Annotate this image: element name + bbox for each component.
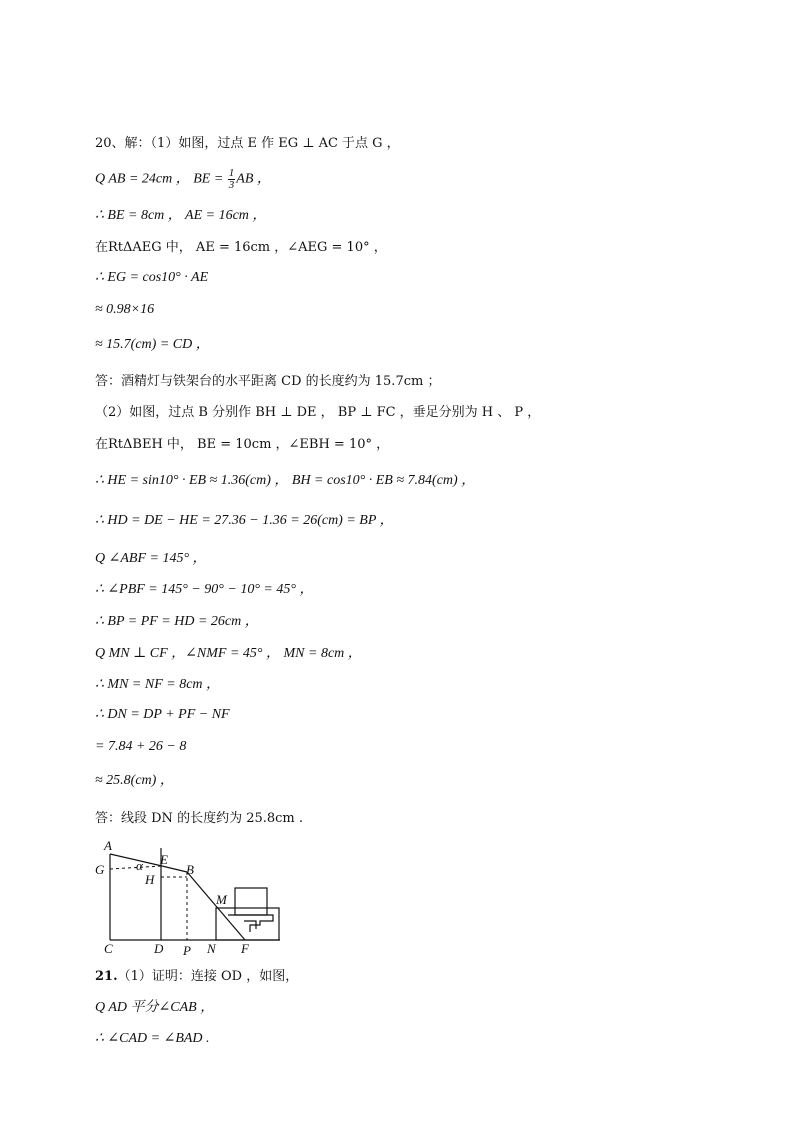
sol20-eg-result: ≈ 15.7(cm) = CD ， [95, 337, 210, 352]
sol20-triangle-beh: 在RtΔBEH 中， BE = 10cm ，∠EBH = 10° ， [95, 437, 390, 452]
sol20-given-part2: AB ， [236, 171, 271, 187]
label-f: F [241, 941, 249, 956]
sol20-step-be-ae: ∴ BE = 8cm ， AE = 16cm ， [95, 208, 267, 223]
lamp-base-box [216, 908, 279, 940]
fraction-numerator: 1 [228, 167, 235, 179]
sol20-eg-formula: ∴ EG = cos10° · AE [95, 270, 209, 285]
sol20-triangle-aeg: 在RtΔAEG 中， AE = 16cm ，∠AEG = 10° ， [95, 240, 387, 255]
sol20-angle-abf: Q ∠ABF = 145° ， [95, 551, 207, 566]
label-b: B [186, 862, 194, 877]
sol20-dn-substitute: = 7.84 + 26 − 8 [95, 739, 187, 754]
sol20-answer-2: 答：线段 DN 的长度约为 25.8cm . [95, 811, 304, 826]
sol20-answer-1: 答：酒精灯与铁架台的水平距离 CD 的长度约为 15.7cm ； [95, 374, 441, 389]
label-n: N [207, 941, 216, 956]
fraction-denominator: 3 [228, 179, 235, 191]
sol21-intro-text: （1）证明：连接 OD ，如图， [117, 969, 299, 984]
geometry-figure [90, 836, 290, 960]
sol21-angle-equal: ∴ ∠CAD = ∠BAD . [95, 1031, 210, 1046]
label-m: M [216, 892, 227, 907]
label-c: C [104, 941, 113, 956]
fraction-one-third [228, 168, 236, 191]
label-p: P [183, 943, 191, 958]
sol20-he-bh: ∴ HE = sin10° · EB ≈ 1.36(cm) ， BH = cos10° · EB ≈ 7.84(cm) ， [95, 473, 476, 488]
sol21-number: 21. [95, 969, 118, 984]
label-e: E [160, 852, 168, 867]
sol20-angle-pbf: ∴ ∠PBF = 145° − 90° − 10° = 45° ， [95, 582, 314, 597]
sol20-dn-result: ≈ 25.8(cm) ， [95, 773, 174, 788]
sol20-mn-cf: Q MN ⊥ CF ，∠NMF = 45° ， MN = 8cm ， [95, 646, 362, 661]
label-g: G [95, 862, 105, 877]
lamp-inner-outline [228, 915, 273, 932]
label-d: D [154, 941, 164, 956]
sol21-ad-bisects: Q AD 平分∠CAB ， [95, 1000, 215, 1015]
label-a: A [104, 838, 112, 853]
label-alpha: α [136, 858, 143, 873]
sol21-intro [95, 969, 298, 985]
sol20-part2-intro: （2）如图，过点 B 分别作 BH ⊥ DE ， BP ⊥ FC ，垂足分别为 H 、 P ， [95, 405, 541, 420]
label-h: H [145, 872, 155, 887]
sol20-hd: ∴ HD = DE − HE = 27.36 − 1.36 = 26(cm) = BP ， [95, 513, 394, 528]
sol20-bp-pf: ∴ BP = PF = HD = 26cm ， [95, 614, 259, 629]
sol20-dn-formula: ∴ DN = DP + PF − NF [95, 707, 230, 722]
sol20-eg-approx: ≈ 0.98×16 [95, 302, 155, 317]
sol20-mn-nf: ∴ MN = NF = 8cm ， [95, 677, 221, 692]
sol20-given-ab-be [95, 168, 271, 191]
sol20-given-part1: Q AB = 24cm ， BE = [95, 171, 227, 187]
lamp-body-box [235, 888, 267, 915]
sol20-intro: 20、解：（1）如图，过点 E 作 EG ⊥ AC 于点 G ， [95, 136, 400, 151]
